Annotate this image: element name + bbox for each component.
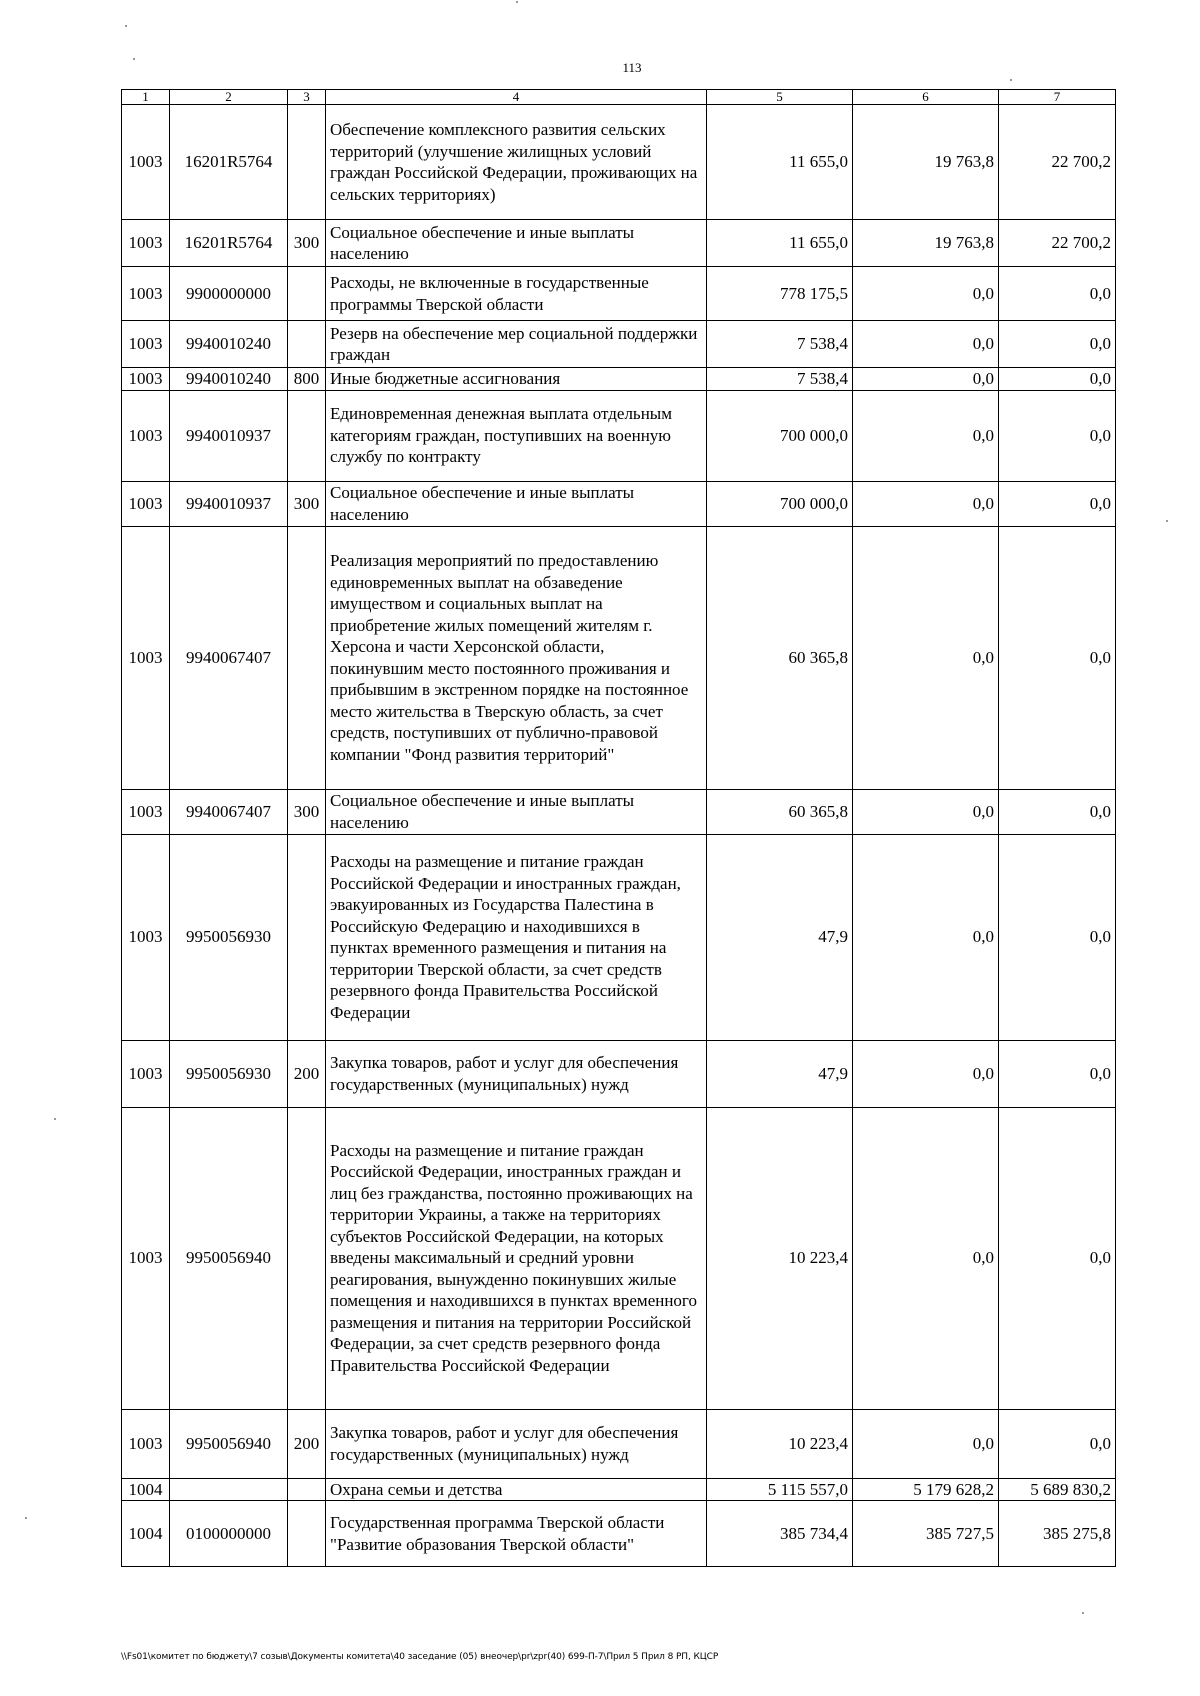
budget-table: [121, 89, 1116, 1567]
value-col-5: 5 115 557,0: [707, 1478, 853, 1501]
target-code: [170, 1478, 288, 1501]
table-row: [122, 1107, 1116, 1409]
header-col-6: 6: [853, 90, 999, 105]
table-row: [122, 481, 1116, 526]
section-code: 1003: [122, 481, 170, 526]
scan-speck: [25, 1517, 27, 1519]
table-row: [122, 834, 1116, 1040]
value-col-5: 47,9: [707, 1040, 853, 1107]
target-code: 9950056940: [170, 1107, 288, 1409]
section-code: 1003: [122, 834, 170, 1040]
expense-type: [288, 321, 326, 368]
table-row: [122, 267, 1116, 321]
value-col-7: 385 275,8: [999, 1501, 1116, 1567]
value-col-6: 5 179 628,2: [853, 1478, 999, 1501]
scan-speck: [1166, 520, 1168, 522]
section-code: 1003: [122, 105, 170, 220]
section-code: 1003: [122, 390, 170, 481]
value-col-5: 10 223,4: [707, 1409, 853, 1478]
table-row: [122, 390, 1116, 481]
scan-speck: [133, 58, 135, 60]
value-col-5: 60 365,8: [707, 789, 853, 834]
value-col-5: 7 538,4: [707, 321, 853, 368]
table-row: [122, 1478, 1116, 1501]
value-col-6: 0,0: [853, 789, 999, 834]
value-col-6: 0,0: [853, 834, 999, 1040]
value-col-7: 0,0: [999, 1107, 1116, 1409]
target-code: 9940010240: [170, 321, 288, 368]
item-name: Закупка товаров, работ и услуг для обеспечения государственных (муниципальных) нужд: [326, 1409, 707, 1478]
value-col-7: 22 700,2: [999, 220, 1116, 267]
header-col-2: 2: [170, 90, 288, 105]
expense-type: 300: [288, 220, 326, 267]
value-col-6: 19 763,8: [853, 105, 999, 220]
target-code: 9940010240: [170, 368, 288, 391]
value-col-6: 0,0: [853, 321, 999, 368]
expense-type: [288, 1107, 326, 1409]
item-name: Охрана семьи и детства: [326, 1478, 707, 1501]
table-row: [122, 1040, 1116, 1107]
value-col-6: 0,0: [853, 1040, 999, 1107]
value-col-6: 0,0: [853, 1409, 999, 1478]
value-col-5: 700 000,0: [707, 481, 853, 526]
header-row: [122, 90, 1116, 105]
item-name: Расходы на размещение и питание граждан Российской Федерации, иностранных граждан и лиц без гражданства, постоянно проживающих на территории Украины, а также на территориях субъектов Российской Федерации, на которых введены максимальный и средний уровни реагирования, вынужденно покинувших жилые помещения и находившихся в пунктах временного размещения и питания на территории Российской Федерации, за счет средств резервного фонда Правительства Российской Федерации: [326, 1107, 707, 1409]
value-col-5: 700 000,0: [707, 390, 853, 481]
value-col-6: 0,0: [853, 267, 999, 321]
expense-type: [288, 390, 326, 481]
target-code: 16201R5764: [170, 105, 288, 220]
value-col-7: 5 689 830,2: [999, 1478, 1116, 1501]
expense-type: 800: [288, 368, 326, 391]
expense-type: [288, 1501, 326, 1567]
scan-speck: [516, 1, 518, 3]
expense-type: 300: [288, 481, 326, 526]
value-col-7: 22 700,2: [999, 105, 1116, 220]
value-col-6: 0,0: [853, 526, 999, 789]
expense-type: [288, 834, 326, 1040]
value-col-5: 7 538,4: [707, 368, 853, 391]
target-code: 9950056940: [170, 1409, 288, 1478]
target-code: 9940010937: [170, 481, 288, 526]
value-col-6: 0,0: [853, 368, 999, 391]
value-col-7: 0,0: [999, 368, 1116, 391]
value-col-5: 778 175,5: [707, 267, 853, 321]
expense-type: [288, 1478, 326, 1501]
value-col-7: 0,0: [999, 789, 1116, 834]
value-col-7: 0,0: [999, 526, 1116, 789]
target-code: 9900000000: [170, 267, 288, 321]
section-code: 1003: [122, 220, 170, 267]
section-code: 1004: [122, 1478, 170, 1501]
section-code: 1003: [122, 1409, 170, 1478]
header-col-5: 5: [707, 90, 853, 105]
section-code: 1003: [122, 1040, 170, 1107]
target-code: 16201R5764: [170, 220, 288, 267]
scan-speck: [54, 1118, 56, 1120]
section-code: 1004: [122, 1501, 170, 1567]
item-name: Обеспечение комплексного развития сельских территорий (улучшение жилищных условий граждан Российской Федерации, проживающих на сельских территориях): [326, 105, 707, 220]
table-row: [122, 526, 1116, 789]
table-row: [122, 789, 1116, 834]
target-code: 0100000000: [170, 1501, 288, 1567]
table-row: [122, 220, 1116, 267]
value-col-5: 10 223,4: [707, 1107, 853, 1409]
header-col-4: 4: [326, 90, 707, 105]
header-col-7: 7: [999, 90, 1116, 105]
target-code: 9950056930: [170, 1040, 288, 1107]
value-col-5: 11 655,0: [707, 220, 853, 267]
expense-type: [288, 526, 326, 789]
table-row: [122, 1501, 1116, 1567]
table-row: [122, 105, 1116, 220]
value-col-7: 0,0: [999, 1040, 1116, 1107]
value-col-5: 11 655,0: [707, 105, 853, 220]
section-code: 1003: [122, 321, 170, 368]
value-col-6: 0,0: [853, 481, 999, 526]
value-col-7: 0,0: [999, 1409, 1116, 1478]
target-code: 9940067407: [170, 789, 288, 834]
section-code: 1003: [122, 526, 170, 789]
value-col-5: 60 365,8: [707, 526, 853, 789]
item-name: Государственная программа Тверской области "Развитие образования Тверской области": [326, 1501, 707, 1567]
section-code: 1003: [122, 267, 170, 321]
value-col-7: 0,0: [999, 321, 1116, 368]
target-code: 9950056930: [170, 834, 288, 1040]
table-row: [122, 321, 1116, 368]
item-name: Расходы, не включенные в государственные программы Тверской области: [326, 267, 707, 321]
section-code: 1003: [122, 789, 170, 834]
header-col-3: 3: [288, 90, 326, 105]
item-name: Единовременная денежная выплата отдельным категориям граждан, поступивших на военную службу по контракту: [326, 390, 707, 481]
value-col-7: 0,0: [999, 390, 1116, 481]
value-col-6: 0,0: [853, 390, 999, 481]
target-code: 9940067407: [170, 526, 288, 789]
table-row: [122, 368, 1116, 391]
value-col-6: 385 727,5: [853, 1501, 999, 1567]
item-name: Социальное обеспечение и иные выплаты населению: [326, 481, 707, 526]
expense-type: 300: [288, 789, 326, 834]
item-name: Иные бюджетные ассигнования: [326, 368, 707, 391]
value-col-7: 0,0: [999, 481, 1116, 526]
target-code: 9940010937: [170, 390, 288, 481]
header-col-1: 1: [122, 90, 170, 105]
item-name: Расходы на размещение и питание граждан Российской Федерации и иностранных граждан, эвакуированных из Государства Палестина в Российскую Федерацию и находившихся в пунктах временного размещения и питания на территории Тверской области, за счет средств резервного фонда Правительства Российской Федерации: [326, 834, 707, 1040]
item-name: Социальное обеспечение и иные выплаты населению: [326, 789, 707, 834]
item-name: Социальное обеспечение и иные выплаты населению: [326, 220, 707, 267]
expense-type: 200: [288, 1409, 326, 1478]
item-name: Реализация мероприятий по предоставлению единовременных выплат на обзаведение имуществом и социальных выплат на приобретение жилых помещений жителям г. Херсона и части Херсонской области, покинувшим место постоянного проживания и прибывшим в экстренном порядке на постоянное место жительства в Тверскую область, за счет средств, поступивших от публично-правовой компании "Фонд развития территорий": [326, 526, 707, 789]
value-col-6: 19 763,8: [853, 220, 999, 267]
value-col-7: 0,0: [999, 834, 1116, 1040]
expense-type: 200: [288, 1040, 326, 1107]
expense-type: [288, 267, 326, 321]
scan-speck: [1010, 79, 1012, 81]
scan-speck: [125, 25, 127, 27]
file-path-footer: \\Fs01\комитет по бюджету\7 созыв\Документы комитета\40 заседание (05) внеочер\pr\zpr(40) 699-П-7\Прил 5 Прил 8 РП, КЦСР: [121, 1652, 719, 1662]
scan-speck: [1082, 1612, 1084, 1614]
expense-type: [288, 105, 326, 220]
page-number: 113: [622, 60, 642, 75]
section-code: 1003: [122, 368, 170, 391]
value-col-7: 0,0: [999, 267, 1116, 321]
section-code: 1003: [122, 1107, 170, 1409]
value-col-5: 47,9: [707, 834, 853, 1040]
table-row: [122, 1409, 1116, 1478]
value-col-5: 385 734,4: [707, 1501, 853, 1567]
value-col-6: 0,0: [853, 1107, 999, 1409]
item-name: Резерв на обеспечение мер социальной поддержки граждан: [326, 321, 707, 368]
item-name: Закупка товаров, работ и услуг для обеспечения государственных (муниципальных) нужд: [326, 1040, 707, 1107]
